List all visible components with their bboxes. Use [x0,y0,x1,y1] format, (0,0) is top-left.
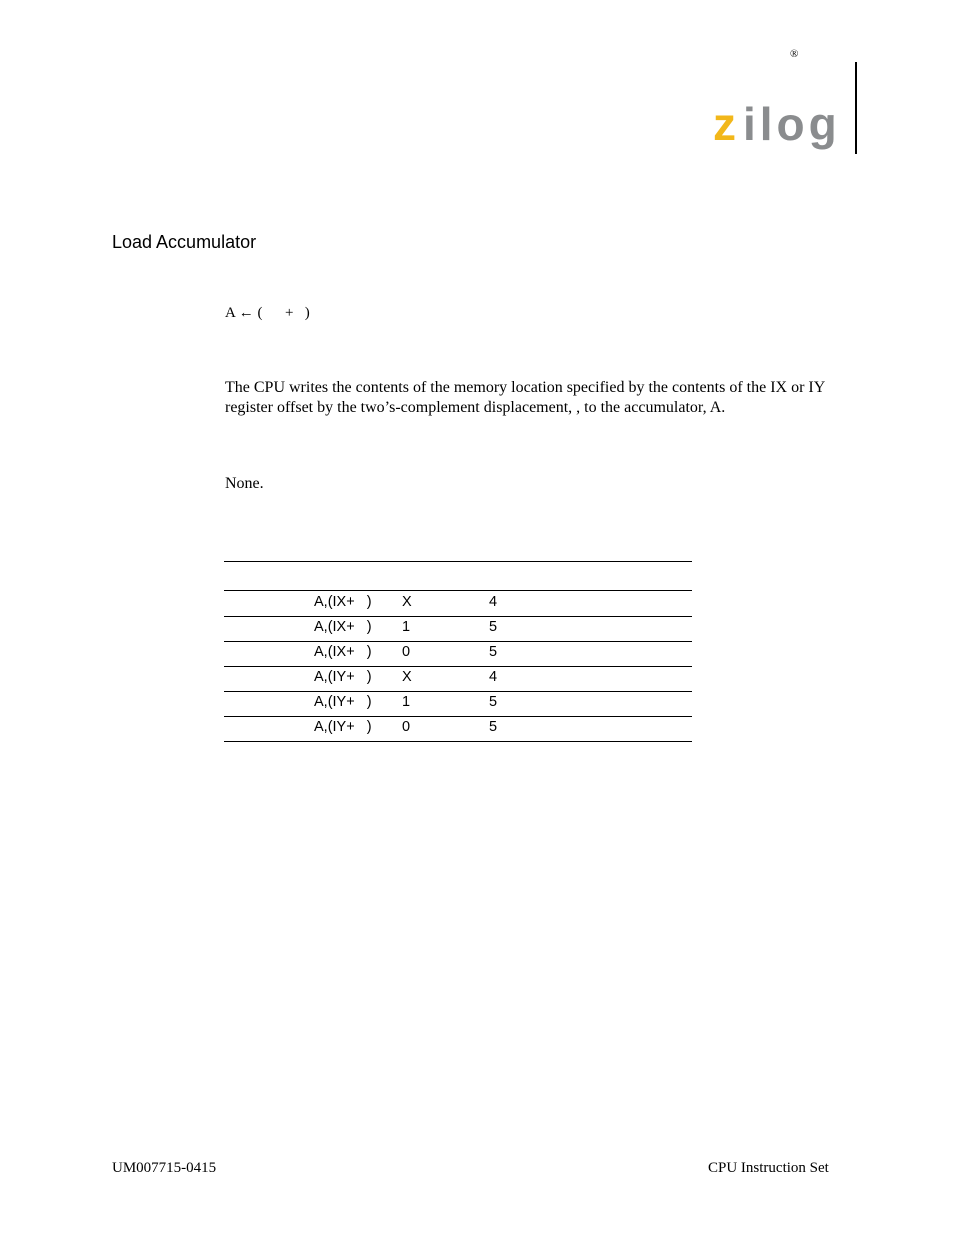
zilog-logo-graphic [713,100,845,158]
bit-cell: 1 [402,694,411,710]
bit-cell: X [402,594,412,610]
operation-formula: A ← ( + ) [225,305,310,321]
table-row [224,591,692,617]
cycles-cell: 5 [489,644,498,660]
table-top-rule [224,561,692,562]
bit-cell: 0 [402,644,411,660]
instruction-cell: A,(IY+ ) [314,719,372,735]
bit-cell: X [402,669,412,685]
section-title: Load Accumulator [112,232,257,252]
table-row [224,616,692,642]
bit-cell: 1 [402,619,411,635]
registered-mark: ® [790,48,799,60]
instruction-cell: A,(IY+ ) [314,669,372,685]
footer-doc-number: UM007715-0415 [112,1160,217,1176]
table-row [224,691,692,717]
cycles-cell: 4 [489,669,498,685]
instruction-cell: A,(IX+ ) [314,644,372,660]
table-row [224,641,692,667]
header-divider [855,62,857,154]
description-paragraph: The CPU writes the contents of the memory location specified by the contents of the IX or IY register offset by the two’s-complement displacement, , to the accumulator, A. [225,379,825,416]
table-row [224,666,692,692]
zilog-logo [713,100,845,163]
instruction-cell: A,(IX+ ) [314,594,372,610]
svg-text:z: z [713,100,736,150]
cycles-cell: 5 [489,694,498,710]
instruction-cell: A,(IX+ ) [314,619,372,635]
condition-bits-text: None. [225,475,264,492]
footer-section-name: CPU Instruction Set [708,1160,829,1176]
instruction-cell: A,(IY+ ) [314,694,372,710]
cycles-cell: 5 [489,719,498,735]
svg-text:ilog: ilog [743,100,841,150]
cycles-cell: 4 [489,594,498,610]
cycles-cell: 5 [489,619,498,635]
bit-cell: 0 [402,719,411,735]
table-row [224,716,692,742]
